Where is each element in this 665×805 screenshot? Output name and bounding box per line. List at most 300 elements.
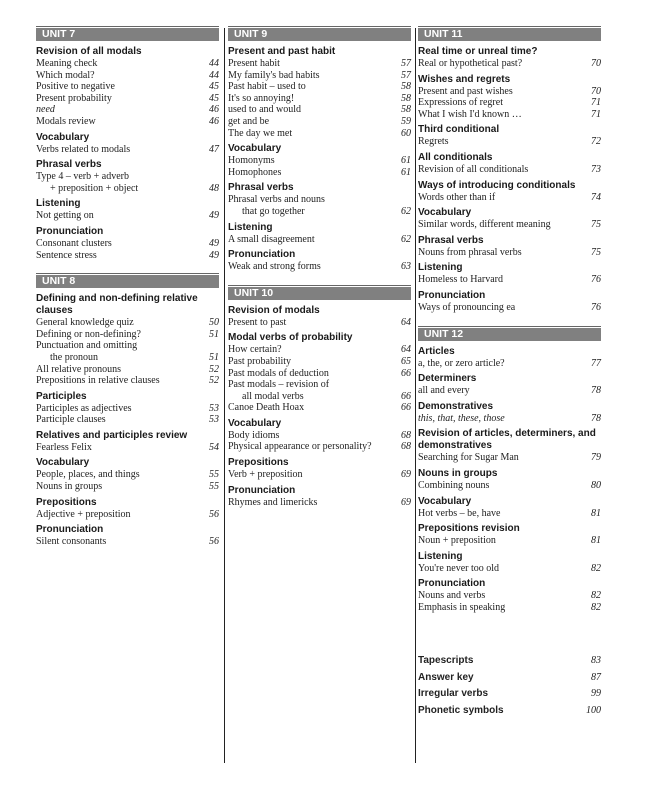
entry-page-number: 69 (401, 469, 411, 481)
entry-page-number: 71 (591, 97, 601, 109)
toc-entry[interactable] (228, 356, 411, 368)
section-title: Phrasal verbs (36, 159, 102, 171)
entry-text: Real or hypothetical past? (418, 58, 523, 69)
entry-text: Canoe Death Hoax (228, 402, 305, 414)
entry-text: Past probability (228, 355, 292, 367)
entry-page-number: 50 (209, 317, 219, 329)
toc-section (228, 46, 411, 139)
toc-entry[interactable] (36, 116, 219, 128)
toc-entry[interactable] (228, 344, 411, 356)
entry-text: Modals review (36, 115, 96, 127)
entry-page-number: 53 (209, 402, 219, 414)
toc-section (36, 293, 219, 387)
toc-entry[interactable] (36, 81, 219, 93)
entry-text: Regrets (418, 136, 449, 148)
entry-text: Present and past wishes (418, 85, 513, 97)
toc-section (36, 524, 219, 548)
entry-text: Revision of all conditionals (418, 163, 529, 175)
entry-page-number: 44 (209, 69, 219, 81)
section-title: Modal verbs of probability (228, 332, 353, 344)
entry-text: Ways of pronouncing ea (418, 301, 516, 313)
toc-section (418, 401, 601, 425)
entry-page-number: 78 (591, 412, 601, 424)
entry-page-number: 55 (209, 469, 219, 481)
entry-text: My family's bad habits (228, 69, 320, 81)
toc-section (418, 373, 601, 397)
toc-entry[interactable] (36, 329, 219, 341)
column-divider-1 (224, 28, 225, 763)
toc-section (418, 235, 601, 259)
entry-text: Prepositions in relative clauses (36, 375, 160, 387)
toc-entry[interactable] (36, 364, 219, 376)
toc-entry[interactable] (228, 391, 411, 403)
toc-entry[interactable] (36, 210, 219, 222)
toc-section (36, 457, 219, 492)
entry-page-number: 68 (401, 429, 411, 441)
toc-entry[interactable] (418, 109, 601, 121)
back-matter-entry[interactable] (418, 703, 601, 720)
entry-text: this, that, these, those (418, 412, 505, 424)
entry-text: Combining nouns (418, 479, 490, 491)
toc-entry[interactable] (228, 206, 411, 218)
entry-page-number (197, 171, 219, 183)
section-title: Revision of articles, determiners, and demonstratives (418, 428, 596, 452)
section-title: Revision of all modals (36, 46, 142, 57)
toc-entry[interactable] (228, 497, 411, 509)
entry-page-number: 69 (401, 496, 411, 508)
section-title: Demonstratives (418, 400, 494, 412)
back-matter-title: Irregular verbs (418, 688, 489, 700)
entry-text: used to and would (228, 104, 302, 116)
toc-section (418, 468, 601, 492)
entry-page-number: 66 (401, 390, 411, 402)
entry-page-number: 74 (591, 191, 601, 203)
toc-entry[interactable] (36, 442, 219, 454)
unit-heading: UNIT 9 (228, 28, 411, 41)
entry-page-number: 57 (401, 69, 411, 81)
toc-entry[interactable] (36, 144, 219, 156)
toc-section (228, 485, 411, 509)
unit-heading: UNIT 10 (228, 287, 411, 300)
toc-section (228, 182, 411, 217)
entry-page-number: 77 (591, 357, 601, 369)
section-title: Pronunciation (418, 289, 486, 301)
section-title: Real time or unreal time? (418, 46, 538, 57)
toc-entry[interactable] (418, 164, 601, 176)
section-title: Pronunciation (36, 225, 104, 237)
toc-entry[interactable] (36, 317, 219, 329)
entry-page-number: 82 (591, 590, 601, 602)
entry-page-number: 61 (401, 155, 411, 167)
back-matter-page: 83 (591, 655, 601, 667)
entry-page-number: 70 (591, 58, 601, 69)
back-matter-page: 100 (586, 704, 601, 716)
toc-entry[interactable] (36, 70, 219, 82)
toc-entry[interactable] (36, 509, 219, 521)
section-title: Pronunciation (228, 249, 296, 261)
toc-entry[interactable] (228, 379, 411, 391)
section-title: Vocabulary (418, 207, 472, 219)
toc-entry[interactable] (418, 358, 601, 370)
entry-page-number: 73 (591, 163, 601, 175)
toc-section (418, 74, 601, 121)
entry-text: All relative pronouns (36, 363, 121, 375)
entry-text: Homeless to Harvard (418, 274, 503, 286)
toc-section (418, 523, 601, 547)
entry-page-number: 52 (209, 363, 219, 375)
section-title: Listening (418, 550, 463, 562)
entry-text: Past habit – used to (228, 81, 306, 93)
back-matter-page: 87 (591, 671, 601, 683)
toc-section (36, 132, 219, 156)
toc-entry[interactable] (418, 274, 601, 286)
unit-10 (228, 287, 411, 509)
toc-entry[interactable] (36, 352, 219, 364)
entry-text: Meaning check (36, 58, 98, 69)
entry-page-number: 58 (401, 104, 411, 116)
section-title: Prepositions revision (418, 523, 520, 535)
entry-text: Verb + preposition (228, 469, 303, 481)
toc-section (36, 159, 219, 194)
entry-text: You're never too old (418, 562, 500, 574)
toc-entry[interactable] (36, 93, 219, 105)
entry-text: that go together (242, 205, 305, 217)
entry-text: Silent consonants (36, 536, 107, 548)
entry-text: Punctuation and omitting (36, 340, 138, 352)
entry-text: Present to past (228, 316, 287, 328)
entry-page-number: 47 (209, 143, 219, 155)
toc-section (36, 198, 219, 222)
toc-entry[interactable] (418, 602, 601, 614)
toc-entry[interactable] (36, 171, 219, 183)
toc-section (418, 124, 601, 148)
toc-entry[interactable] (418, 452, 601, 464)
entry-text: Positive to negative (36, 81, 115, 93)
toc-entry[interactable] (418, 219, 601, 231)
entry-page-number: 71 (591, 108, 601, 120)
entry-page-number: 58 (401, 92, 411, 104)
back-matter-title: Phonetic symbols (418, 704, 504, 716)
entry-page-number: 81 (591, 535, 601, 547)
entry-text: Similar words, different meaning (418, 219, 551, 231)
section-title: Determiners (418, 373, 477, 385)
entry-text: Noun + preposition (418, 535, 496, 547)
toc-section (228, 418, 411, 453)
section-title: Ways of introducing conditionals (418, 179, 576, 191)
toc-entry[interactable] (418, 136, 601, 148)
entry-page-number: 62 (401, 233, 411, 245)
entry-text: Nouns and verbs (418, 590, 486, 602)
toc-section (418, 152, 601, 176)
entry-text: Present habit (228, 58, 280, 69)
entry-page-number: 52 (209, 375, 219, 387)
entry-text: Adjective + preposition (36, 508, 131, 520)
entry-page-number: 55 (209, 481, 219, 493)
unit-11 (418, 28, 601, 314)
back-matter-title: Tapescripts (418, 655, 474, 667)
toc-entry[interactable] (36, 375, 219, 387)
entry-text: Participles as adjectives (36, 402, 132, 414)
entry-page-number: 76 (591, 301, 601, 313)
toc-entry[interactable] (418, 590, 601, 602)
entry-page-number: 65 (401, 355, 411, 367)
section-title: Prepositions (228, 457, 289, 469)
entry-page-number: 57 (401, 58, 411, 69)
entry-page-number: 79 (591, 452, 601, 464)
section-title: Vocabulary (36, 131, 90, 143)
toc-section (36, 430, 219, 454)
entry-text: Weak and strong forms (228, 261, 321, 273)
toc-entry[interactable] (228, 441, 411, 453)
toc-entry[interactable] (418, 508, 601, 520)
entry-page-number: 61 (401, 166, 411, 178)
section-title: Phrasal verbs (228, 182, 294, 194)
entry-page-number (197, 340, 219, 352)
entry-page-number: 56 (209, 508, 219, 520)
entry-text: Fearless Felix (36, 441, 92, 453)
entry-page-number: 44 (209, 58, 219, 69)
section-title: Vocabulary (228, 143, 282, 155)
unit-9 (228, 28, 411, 273)
toc-section (36, 497, 219, 521)
toc-entry[interactable] (228, 81, 411, 93)
toc-section (228, 143, 411, 178)
toc-entry[interactable] (418, 480, 601, 492)
toc-entry[interactable] (228, 402, 411, 414)
entry-page-number (389, 194, 411, 206)
toc-entry[interactable] (228, 317, 411, 329)
toc-entry[interactable] (36, 469, 219, 481)
entry-page-number: 66 (401, 367, 411, 379)
entry-page-number: 59 (401, 115, 411, 127)
entry-page-number: 82 (591, 601, 601, 613)
entry-text: Rhymes and limericks (228, 496, 318, 508)
entry-page-number: 62 (401, 205, 411, 217)
entry-text: Nouns in groups (36, 481, 103, 493)
entry-text: Physical appearance or personality? (228, 441, 372, 453)
toc-column-1 (36, 28, 219, 562)
entry-text: Homonyms (228, 155, 275, 167)
unit-7 (36, 28, 219, 261)
section-title: Pronunciation (418, 578, 486, 590)
section-title: Vocabulary (228, 417, 282, 429)
toc-entry[interactable] (228, 261, 411, 273)
entry-page-number: 60 (401, 127, 411, 139)
toc-section (418, 180, 601, 204)
section-title: Phrasal verbs (418, 234, 484, 246)
entry-text: all and every (418, 385, 470, 397)
toc-entry[interactable] (36, 340, 219, 352)
toc-entry[interactable] (36, 183, 219, 195)
toc-entry[interactable] (418, 535, 601, 547)
toc-section (418, 262, 601, 286)
section-title: Prepositions (36, 496, 97, 508)
toc-section (228, 332, 411, 414)
entry-page-number: 49 (209, 237, 219, 249)
toc-entry[interactable] (228, 155, 411, 167)
toc-entry[interactable] (36, 250, 219, 262)
toc-entry[interactable] (36, 403, 219, 415)
toc-section (418, 551, 601, 575)
entry-text: a, the, or zero article? (418, 357, 505, 369)
section-title: Defining and non-defining relative clauses (36, 293, 198, 317)
entry-text: Nouns from phrasal verbs (418, 246, 522, 258)
section-title: Listening (228, 221, 273, 233)
toc-entry[interactable] (418, 97, 601, 109)
unit-12 (418, 328, 601, 614)
toc-entry[interactable] (228, 194, 411, 206)
toc-section (228, 457, 411, 481)
entry-page-number: 46 (209, 104, 219, 116)
entry-page-number: 45 (209, 81, 219, 93)
entry-page-number: 78 (591, 385, 601, 397)
toc-entry[interactable] (418, 563, 601, 575)
toc-entry[interactable] (228, 70, 411, 82)
entry-page-number: 54 (209, 441, 219, 453)
toc-entry[interactable] (36, 536, 219, 548)
entry-text: Phrasal verbs and nouns (228, 194, 325, 206)
entry-text: Present probability (36, 92, 112, 104)
entry-text: Words other than if (418, 191, 496, 203)
entry-page-number: 75 (591, 246, 601, 258)
toc-entry[interactable] (418, 86, 601, 98)
entry-text: What I wish I'd known … (418, 108, 522, 120)
entry-page-number: 51 (209, 351, 219, 363)
entry-page-number: 64 (401, 344, 411, 356)
back-matter-entry[interactable] (418, 653, 601, 670)
toc-entry[interactable] (228, 104, 411, 116)
unit-heading: UNIT 11 (418, 28, 601, 41)
toc-section (418, 290, 601, 314)
toc-entry[interactable] (36, 414, 219, 426)
toc-entry[interactable] (418, 385, 601, 397)
section-title: Pronunciation (36, 524, 104, 536)
entry-text: It's so annoying! (228, 92, 295, 104)
entry-text: Which modal? (36, 69, 95, 81)
section-title: Present and past habit (228, 46, 336, 57)
entry-text: get and be (228, 115, 270, 127)
toc-entry[interactable] (418, 302, 601, 314)
toc-section (418, 578, 601, 613)
back-matter-page: 99 (591, 688, 601, 700)
entry-text: need (36, 104, 55, 116)
toc-entry[interactable] (36, 58, 219, 70)
toc-entry[interactable] (228, 167, 411, 179)
entry-page-number: 48 (209, 182, 219, 194)
section-title: Pronunciation (228, 484, 296, 496)
toc-entry[interactable] (228, 368, 411, 380)
entry-text: People, places, and things (36, 469, 140, 481)
section-title: Vocabulary (418, 495, 472, 507)
entry-page-number: 70 (591, 85, 601, 97)
entry-text: Body idioms (228, 429, 280, 441)
entry-text: Emphasis in speaking (418, 601, 506, 613)
entry-page-number: 72 (591, 136, 601, 148)
entry-page-number: 76 (591, 274, 601, 286)
toc-entry[interactable] (418, 247, 601, 259)
entry-text: Consonant clusters (36, 237, 112, 249)
toc-entry[interactable] (36, 481, 219, 493)
toc-entry[interactable] (228, 128, 411, 140)
back-matter-title: Answer key (418, 671, 474, 683)
section-title: Wishes and regrets (418, 73, 511, 85)
entry-text: Searching for Sugar Man (418, 452, 519, 464)
toc-section (228, 222, 411, 246)
entry-text: Homophones (228, 166, 282, 178)
toc-entry[interactable] (36, 238, 219, 250)
back-matter-entry[interactable] (418, 670, 601, 687)
entry-text: + preposition + object (50, 182, 139, 194)
toc-section (228, 249, 411, 273)
section-title: Listening (36, 198, 81, 210)
section-title: Vocabulary (36, 457, 90, 469)
toc-section (418, 207, 601, 231)
toc-entry[interactable] (228, 93, 411, 105)
toc-entry[interactable] (418, 192, 601, 204)
section-title: Relatives and participles review (36, 429, 188, 441)
entry-text: How certain? (228, 344, 282, 356)
entry-page-number: 80 (591, 479, 601, 491)
entry-text: Hot verbs – be, have (418, 507, 501, 519)
back-matter-entry[interactable] (418, 686, 601, 703)
entry-page-number: 64 (401, 316, 411, 328)
toc-section (418, 496, 601, 520)
unit-heading: UNIT 8 (36, 275, 219, 288)
entry-page-number: 56 (209, 536, 219, 548)
toc-section (36, 226, 219, 261)
entry-text: Past modals of deduction (228, 367, 329, 379)
toc-entry[interactable] (418, 413, 601, 425)
unit-heading: UNIT 7 (36, 28, 219, 41)
section-title: Articles (418, 345, 455, 357)
section-title: Third conditional (418, 124, 500, 136)
toc-section (36, 391, 219, 426)
entry-page-number: 68 (401, 441, 411, 453)
toc-column-2 (228, 28, 411, 522)
column-divider-2 (415, 28, 416, 763)
section-title: Nouns in groups (418, 467, 498, 479)
toc-section (418, 46, 601, 70)
toc-entry[interactable] (228, 234, 411, 246)
section-title: Listening (418, 262, 463, 274)
toc-column-3 (418, 28, 601, 719)
section-title: All conditionals (418, 151, 493, 163)
entry-text: Type 4 – verb + adverb (36, 171, 129, 183)
toc-section (36, 46, 219, 128)
entry-page-number: 45 (209, 92, 219, 104)
entry-text: A small disagreement (228, 233, 315, 245)
unit-8 (36, 275, 219, 548)
entry-text: Past modals – revision of (228, 379, 330, 391)
entry-text: General knowledge quiz (36, 317, 134, 329)
toc-entry[interactable] (228, 430, 411, 442)
entry-page-number: 49 (209, 210, 219, 222)
toc-entry[interactable] (228, 469, 411, 481)
section-title: Participles (36, 390, 87, 402)
toc-entry[interactable] (418, 58, 601, 70)
entry-text: Expressions of regret (418, 97, 503, 109)
entry-page-number: 75 (591, 219, 601, 231)
toc-entry[interactable] (36, 104, 219, 116)
unit-heading: UNIT 12 (418, 328, 601, 341)
entry-page-number: 81 (591, 507, 601, 519)
entry-text: all modal verbs (242, 390, 304, 402)
entry-page-number: 51 (209, 328, 219, 340)
entry-text: Not getting on (36, 210, 94, 222)
toc-entry[interactable] (228, 58, 411, 70)
back-matter-list (418, 653, 601, 719)
toc-entry[interactable] (228, 116, 411, 128)
